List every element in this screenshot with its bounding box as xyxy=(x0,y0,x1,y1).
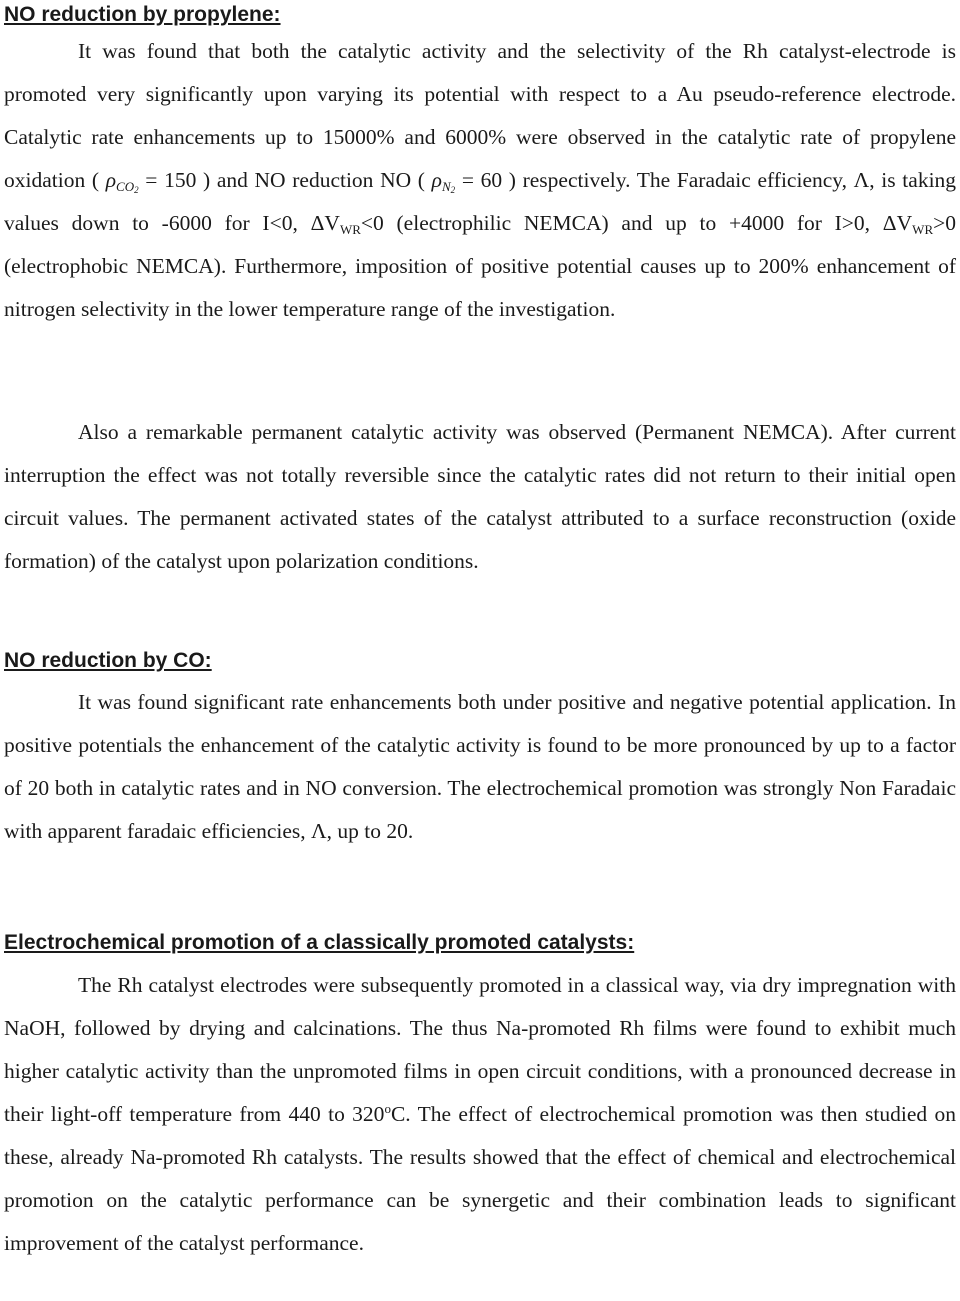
rho-co2-expression: $\rho_{CO_2} = 150$ xyxy=(105,168,197,195)
paragraph-propylene-results: It was found that both the catalytic activity and the selectivity of the Rh catalyst-electrode is promoted very significantly upon varying its potential with respect to a Au pseudo-reference electrode. Catalytic rate enhancements up to 15000% and 6000% were observed in the catalytic rate of propylene oxidation ( $\rho_{CO_2} = 150$ ) and NO reduction NO ( $\rho_{N_2} = 60$ ) respectively. The Faradaic efficiency, Λ, is taking values down to -6000 for I<0, $\Delta V_{WR}<0$ (electrophilic NEMCA) and up to +4000 for I>0, $\Delta V_{WR}>0$ (electrophobic NEMCA). Furthermore, imposition of positive potential causes up to 200% enhancement of nitrogen selectivity in the lower temperature range of the investigation. xyxy=(4,39,957,321)
paragraph-permanent-nemca: Also a remarkable permanent catalytic activity was observed (Permanent NEMCA). After current interruption the effect was not totally reversible since the catalytic rates did not return to their initial open circuit values. The permanent activated states of the catalyst attributed to a surface reconstruction (oxide formation) of the catalyst upon polarization conditions. xyxy=(4,420,956,573)
paragraph-classical-promotion: The Rh catalyst electrodes were subsequently promoted in a classical way, via dry impregnation with NaOH, followed by drying and calcinations. The thus Na-promoted Rh films were found to exhibit much higher catalytic activity than the unpromoted films in open circuit conditions, with a pronounced decrease in their light-off temperature from 440 to 320$^o$C. The effect of electrochemical promotion was then studied on these, already Na-promoted Rh catalysts. The results showed that the effect of chemical and electrochemical promotion on the catalytic performance can be synergetic and their combination leads to significant improvement of the catalyst performance. xyxy=(4,973,956,1255)
paragraph-co-results: It was found significant rate enhancements both under positive and negative potential application. In positive potentials the enhancement of the catalytic activity is found to be more pronounced by up to a factor of 20 both in catalytic rates and in NO conversion. The electrochemical promotion was strongly Non Faradaic with apparent faradaic efficiencies, Λ, up to 20. xyxy=(4,690,956,843)
rho-n2-expression: $\rho_{N_2} = 60$ xyxy=(431,168,503,195)
section-heading-classical-promotion: Electrochemical promotion of a classically promoted catalysts: xyxy=(4,931,635,954)
section-heading-co: NO reduction by CO: xyxy=(4,649,212,672)
section-heading-propylene: NO reduction by propylene: xyxy=(4,3,281,26)
